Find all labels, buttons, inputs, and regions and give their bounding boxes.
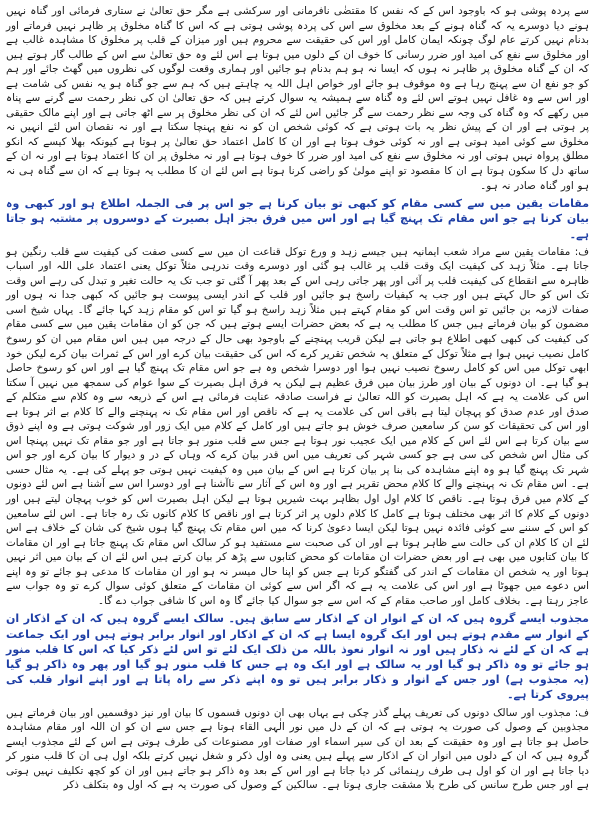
paragraph-aphorism-2: مجذوب ایسے گروہ ہیں کہ ان کے انوار ان کے اذکار سے سابق ہیں۔ سالک ایسے گروہ ہیں کہ ان کے اذکار ان کے انوار سے مقدم ہوتے ہیں اور ایک گروہ ایسا ہے کہ ان کے اذکار اور انوار برابر ہوتے ہیں اور ایک جماعت ہے کہ ان کے لئے نہ ذکار ہیں اور نہ انوار نعوذ باللہ من ذلک ایک لئے تو اس لئے ذکر کیا کہ اس کا قلب منور ہو جائے تو وہ ذاکر ہو گیا اور یہ سالک ہے اور ایک وہ ہے جس کا قلب منور ہو گیا اور پھر وہ ذاکر ہو گیا (یہ مجذوب ہے) اور جس کے انوار و ذکار برابر ہیں تو وہ اپنے ذکر سے راہ پاتا ہے اور اپنے انوار قلب کی پیروی کرتا ہے۔ (6, 612, 589, 702)
paragraph-commentary-3: ف: مجذوب اور سالک دونوں کی تعریف پہلے گذر چکی ہے یہاں بھی ان دونوں قسموں کا بیان اور نیز دوقسمیں اور بیان فرماتے ہیں مجذوبین کے وصول کی صورت یہ ہوتی ہے کہ ان کے دل میں نور الٰہی القاء ہوتا ہے جس سے ان کو ان اللہ اور مقام مشاہدہ حاصل ہو جاتا ہے اور وہ حقیقت کے بعد ان کی سیر اسماء اور صفات اور مصنوعات کی طرف ہوتی ہے اس کے لئے مجذوب ایسے گروہ ہیں کہ ان کے دلوں میں انوار ان کے اذکار سے پہلے ہیں یعنی وہ اول ذکر و شغل نہیں کرتے بلکہ اول ہی ان کا قلب منور کر دیا جاتا ہے اور ان کو اول ہی طرف رہنمائی کر دیا جاتا ہے اور اس کے بعد وہ ذاکر ہو جاتے ہیں اور ان کو کچھ تکلیف نہیں ہوتی ہے اور جس طرح سانس کی طرح بلا مشقت جاری ہوتا ہے۔ سالکین کے وصول کی صورت یہ ہے کہ اول وہ بتکلف ذکر (6, 706, 589, 792)
paragraph-aphorism-1: مقامات یقین میں سے کسی مقام کو کبھی تو بیان کرنا ہے جو اس پر فی الجملہ اطلاع ہو اور کبھی وہ بیان کرنا ہے جو اس مقام تک پہنچ گیا ہے اور اس میں فرق بجز اہل بصیرت کے دوسروں پر مشتبہ ہو جاتا ہے۔ (6, 197, 589, 241)
paragraph-commentary-2: ف: مقامات یقین سے مراد شعب ایمانیہ ہیں جیسے زہد و ورع توکل قناعت ان میں سے کسی صفت کی کیفیت سے قلب رنگین ہو جاتا ہے۔ مثلاً زہد کی کیفیت ایک وقت قلب پر غالب ہو گئی اور دوسرے وقت ندرہی مثلاً توکل یعنی اعتماد علی اللہ اور اسباب ظاہرہ سے انقطاع کی کیفیت قلب پر آئی اور پھر جاتی رہی اس کے بعد پھر آ گئی تو جب تک یہ حالت تغیر و تبدل کی رہے اس وقت تک اس کو حال کہتے ہیں اور جب یہ کیفیات راسخ ہو جائیں اور قلب کے اندر ایسی پیوست ہو جائیں کہ کبھی جدا نہ ہوں اور صفات لازمہ بن جائیں تو اس وقت اس کو مقام کہتے ہیں مثلاً زہد راسخ ہو گیا تو اس کو مقام زہد کہا جائے گا۔ یہاں شیخ اسی مضمون کو بیان فرماتے ہیں جس کا مطلب یہ ہے کہ بعض حضرات ایسے ہوتے ہیں کہ جن کو ان مقامات یقین میں سے کسی مقام کی کیفیت کی کبھی کبھی اطلاع ہو جاتی ہے لیکن قریب پہنچنے کے باوجود بھی حال کے درجہ میں ہیں اس مقام میں ان کو رسوخ کامل نصیب نہیں ہوا ہے مثلاً توکل کے متعلق یہ شخص تقریر کرے کہ اس کی حقیقت بیان کرے اور اس کے ثمرات بیان کرے لیکن خود ابھی توکل میں اس کو کامل رسوخ نصیب نہیں ہوا اور دوسرا شخص وہ ہے جو اس مقام تک پہنچ گیا ہے اور اس کو رسوخ حاصل ہو گیا ہے۔ ان دونوں کے بیان اور طرز بیان میں فرق عظیم ہے لیکن یہ فرق اہل بصیرت کے سوا عوام کی سمجھ میں نہیں آ سکتا اس کی علامت یہ ہے کہ اہل بصیرت کو اللہ تعالیٰ نے فراست صادقہ عنایت فرمائی ہے اس کے ذریعہ سے وہ کلام سے متکلم کے صدق اور عدم صدق کو پہچان لیتا ہے باقی اس کی علامت یہ ہے کہ ناقص اور اس مقام تک نہ پہنچنے والے کا کلام بے اثر ہوتا ہے اور اس کی تحقیقات کو سن کر سامعین صرف خوش ہو جاتے ہیں اور کامل کے کلام میں ایک زور اور شوکت ہوتی ہے وہ اپنے ذوق سے بیان کرتا ہے اس لئے اس کے کلام میں ایک عجیب نور ہوتا ہے جس سے قلب منور ہو جاتا ہے اور جو مقام تک نہیں پہنچا اس کی مثال اس شخص کی سی ہے جو کسی شہر کی تعریف میں اس قدر بیان کرے کہ وہاں کے در و دیوار کا بیان کرے اور جو اس شہر تک پہنچ گیا ہو وہ اپنے مشاہدہ کی بنا پر بیان کرتا ہے اس کے بیان میں وہ کیفیت نہیں ہوتی جو پہلے کی ہے۔ یہ مثال حسی ہے۔ اس مقام تک نہ پہنچنے والے کا کلام محض تقریر ہے اور وہ اس کے آثار سے ناآشنا ہے اور دوسرا اس سے آشنا ہے اس لئے دونوں کے کلام میں فرق ہوتا ہے۔ ناقص کا کلام اول اول بظاہر بہت شیریں ہوتا ہے لیکن اہل بصیرت اس کو خوب پہچان لیتے ہیں اور دونوں کے کلام کا اثر بھی مختلف ہوتا ہے کامل کا کلام دلوں پر اثر کرتا ہے اور ناقص کا کلام کانوں تک رہ جاتا ہے۔ اس لئے سامعین کو اس کے سننے سے کوئی فائدہ نہیں ہوتا لیکن ایسا دعویٰ کرنا کہ میں اس مقام تک پہنچ گیا ہوں شیخ کی شان کے خلاف ہے اس لئے ان کا کلام ان کی حالت سے ظاہر ہوتا ہے اور ان کی صحبت سے مستفید ہو کر سالک اس مقام تک پہنچ جاتا ہے اور ان مقامات کا بیان کتابوں میں بھی ہے اور بعض حضرات ان مقامات کو محض کتابوں سے پڑھ کر بیان کرتے ہیں اس لئے ان کے بیان میں اثر نہیں ہوتا اور یہ شخص ان مقامات کے اندر کی گفتگو کرتا ہے جس کو اپنا حال میسر نہ ہو اور ان مقامات کا مدعی ہو جائے تو وہ اپنے اس دعوے میں جھوٹا ہے اور اس کی علامت یہ ہے کہ اگر اس سے کوئی ان مقامات کے متعلق کوئی سوال کرے تو وہ جواب سے عاجز رہتا ہے۔ بخلاف کامل اور صاحب مقام کے کہ اس سے جو سوال کیا جائے گا وہ اس کا شافی جواب دے گا۔ (6, 245, 589, 607)
paragraph-commentary-1: سے پردہ پوشی ہو کہ باوجود اس کے کہ نفس کا مقتضٰی نافرمانی اور سرکشی ہے مگر حق تعالیٰ نے ستاری فرمائی اور گناہ نہیں ہونے دیا دوسرے یہ کہ گناہ ہونے کے بعد مخلوق سے اس کی پردہ پوشی ہوتی ہے کہ اس کا گناہ مخلوق پر ظاہر نہیں فرماتے اور بدنام نہیں کرتے عام لوگ چونکہ ایمان کامل اور اس کی حقیقت سے محروم ہیں اور میزان کے قلب پر مخلوق کا مشاہدہ غالب ہے اور مخلوق سے نفع کی امید اور ضرر رسانی کا خوف ان کے دلوں میں ہوتا ہے اس لئے وہ حق تعالیٰ سے اس کے طالب گار ہوتے ہیں کہ ان کے گناہ مخلوق پر ظاہر نہ ہوں کہ ایسا نہ ہو ہم بدنام ہو جائیں اور ہماری وقعت لوگوں کی نظروں میں گھٹ جائے اور ہم کو جو نفع ان سے پہنچ رہا ہے وہ موقوف ہو جائے اور خواص اہل اللہ یہ چاہتے ہیں کہ ہم سے جو گناہ ہو یہ نفس کی شامت ہے اور اس سے وہ غافل نہیں ہوتے اس لئے وہ گناہ سے ہمیشہ یہ سوال کرتے ہیں کہ حق تعالیٰ ان کی نظر رحمت سے گرنے سے پناہ میں رکھے کہ وہ گناہ کی وجہ سے نظر رحمت سے گر جائیں اس لئے کہ ان کی نظر مخلوق پر سے اٹھ جاتی ہے اور اپنے مالک حقیقی پر ہوتی ہے اور ان کے پیش نظر یہ بات ہوتی ہے کہ کوئی شخص ان کو نہ نفع پہنچا سکتا ہے اور نہ نقصان اس لئے انہیں نہ مخلوق سے کوئی امید ہوتی ہے اور نہ کوئی خوف ہوتا ہے اور ان کا کامل اعتماد حق تعالیٰ پر ہوتا ہے کیونکہ بھلا کیسے کہ انکو مطلق پرواہ نہیں ہوتی اور نہ مخلوق سے نفع کی امید اور ضرر کا خوف ہوتا ہے اور نہ مخلوق پر ان کا اعتماد ہوتا ہے اور نہ ان کے ساتھ دل کا سکون ہوتا ہے ان کا مقصود تو اپنے مولیٰ کو راضی کرنا ہوتا ہے اس لئے ان کا مطلب یہ ہوتا ہے کہ ان سے گناہ ہی نہ ہو اور گناہ صادر نہ ہو۔ (6, 5, 589, 192)
